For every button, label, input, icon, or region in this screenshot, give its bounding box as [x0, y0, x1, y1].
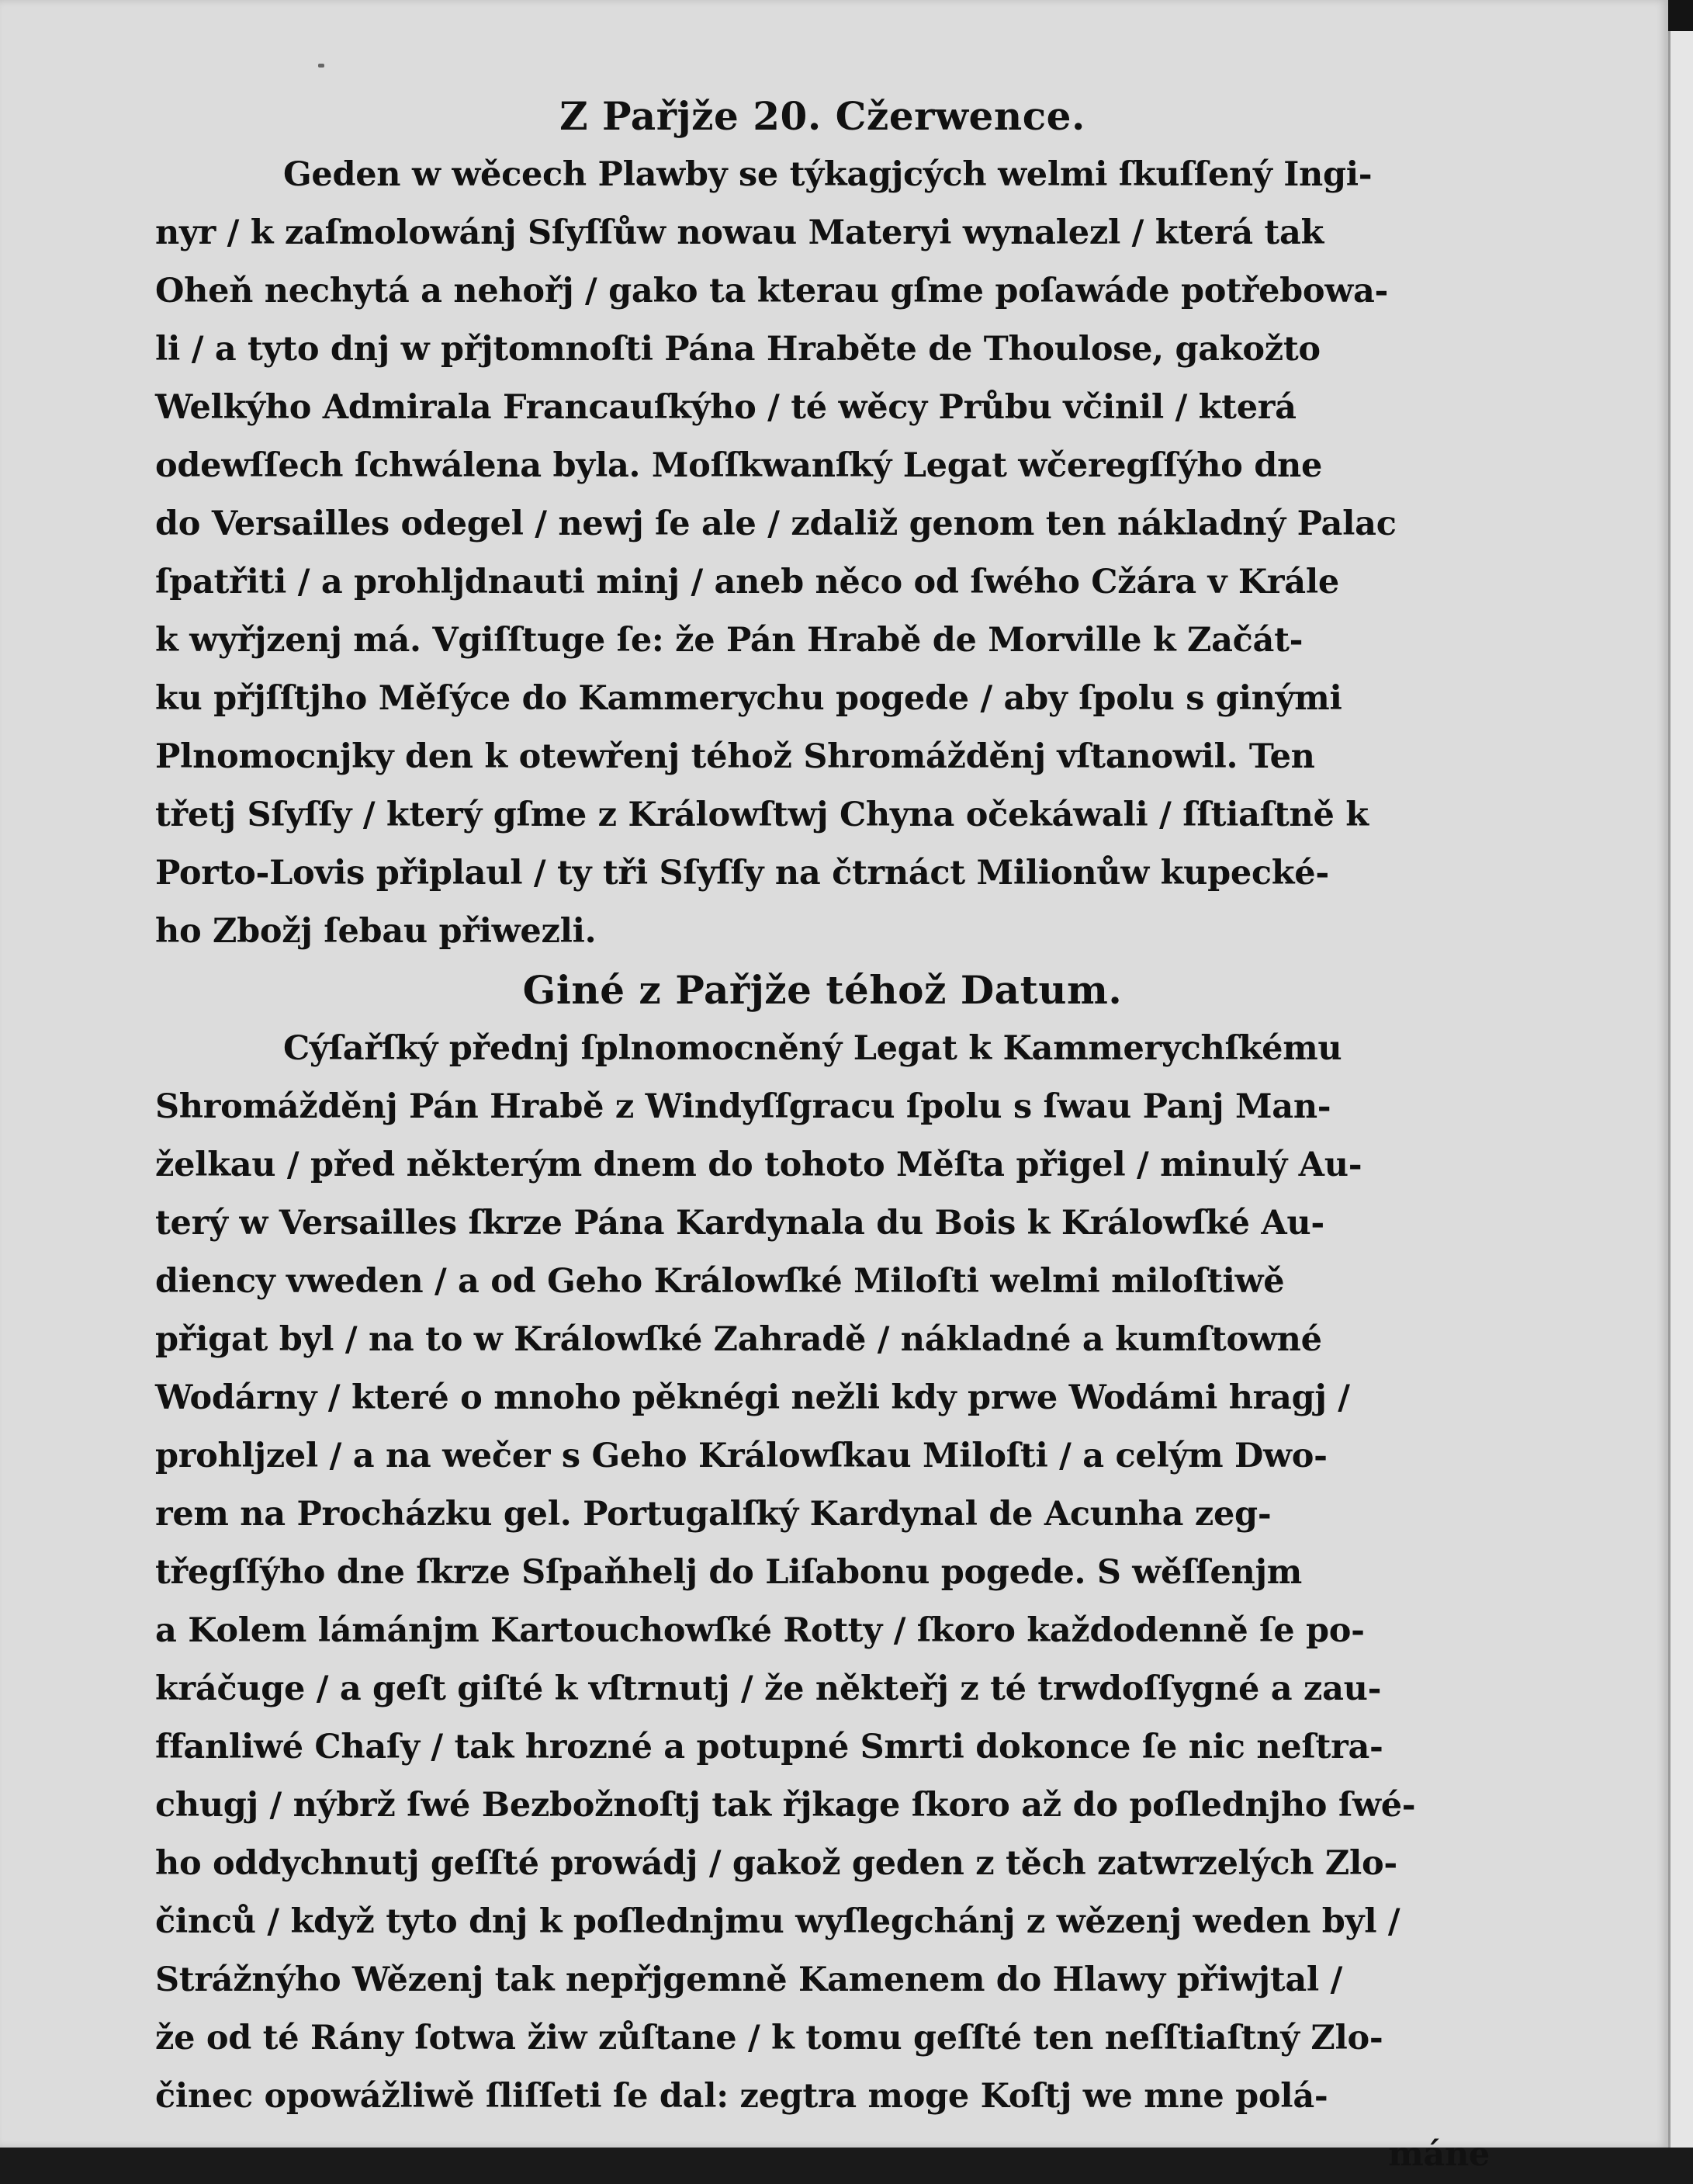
text-line: že od té Rány ſotwa žiw zůſtane / k tomu geſſté ten neſſtiaſtný Zlo-	[155, 2019, 1383, 2057]
catchword: máne	[1388, 2135, 1490, 2174]
text-line: Porto-Lovis připlaul / ty tři Sſyſſy na čtrnáct Milionůw kupecké-	[155, 854, 1329, 893]
text-line: k wyřjzenj má. Vgiſſtuge ſe: že Pán Hrabě de Morville k Začát-	[155, 621, 1304, 660]
text-line: li / a tyto dnj w přjtomnoſti Pána Hraběte de Thoulose, gakožto	[155, 330, 1321, 369]
text-line: Shromážděnj Pán Hrabě z Windyſſgracu ſpolu s ſwau Panj Man-	[155, 1087, 1331, 1126]
text-line: činců / když tyto dnj k poſlednjmu wyſlegchánj z wězenj weden byl /	[155, 1902, 1400, 1941]
text-line: prohljzel / a na wečer s Geho Králowſkau Miloſti / a celým Dwo-	[155, 1437, 1328, 1475]
text-line: odewſſech ſchwálena byla. Moſſkwanſký Legat wčeregſſýho dne	[155, 446, 1323, 485]
text-line: kráčuge / a geſt giſté k vſtrnutj / že někteřj z té trwdoſſygné a zau-	[155, 1669, 1382, 1708]
text-line: třetj Sſyſſy / který gſme z Králowſtwj Chyna očekáwali / ſſtiaſtně k	[155, 796, 1369, 834]
text-line: ho oddychnutj geſſté prowádj / gakož geden z těch zatwrzelých Zlo-	[155, 1844, 1397, 1883]
text-line: Strážnýho Wězenj tak nepřjgemně Kamenem do Hlawy přiwjtal /	[155, 1960, 1342, 1999]
text-line: diency vweden / a od Geho Králowſké Miloſti welmi miloſtiwě	[155, 1262, 1285, 1301]
text-line: ku přjſſtjho Měſýce do Kammerychu pogede / aby ſpolu s ginými	[155, 679, 1342, 718]
text-line: Plnomocnjky den k otewřenj téhož Shromážděnj vſtanowil. Ten	[155, 737, 1315, 776]
text-line: do Versailles odegel / newj ſe ale / zdaliž genom ten nákladný Palac	[155, 504, 1397, 543]
text-line: Oheň nechytá a nehořj / gako ta kterau gſme poſawáde potřebowa-	[155, 272, 1389, 310]
text-line: ſpatřiti / a prohljdnauti minj / aneb něco od ſwého Cžára v Krále	[155, 563, 1339, 601]
text-line: a Kolem lámánjm Kartouchowſké Rotty / ſkoro každodenně ſe po-	[155, 1611, 1365, 1650]
text-line: přigat byl / na to w Králowſké Zahradě / nákladné a kumſtowné	[155, 1320, 1322, 1359]
section-subheading: Giné z Pařjže téhož Datum.	[522, 967, 1123, 1013]
text-line: želkau / před některým dnem do tohoto Měſta přigel / minulý Au-	[155, 1146, 1362, 1184]
text-line: třegſſýho dne ſkrze Sſpaňhelj do Liſabonu pogede. S wěſſenjm	[155, 1553, 1302, 1592]
section-paris-same-date	[155, 1020, 1490, 2126]
text-line: Wodárny / které o mnoho pěknégi nežli kdy prwe Wodámi hragj /	[155, 1378, 1350, 1417]
text-line: Cýſařſký přednj ſplnomocněný Legat k Kammerychſkému	[283, 1029, 1342, 1068]
text-line: nyr / k zaſmolowánj Sſyſſůw nowau Materyi wynalezl / která tak	[155, 213, 1324, 252]
text-line: rem na Procházku gel. Portugalſký Kardynal de Acunha zeg-	[155, 1495, 1272, 1534]
text-line: činec opowážliwě ſliſſeti ſe dal: zegtra moge Koſtj we mne polá-	[155, 2077, 1328, 2116]
text-line: Welkýho Admirala Francauſkýho / té wěcy Průbu včinil / která	[155, 388, 1297, 427]
text-line: ffanliwé Chaſy / tak hrozné a potupné Smrti dokonce ſe nic neſtra-	[155, 1728, 1383, 1766]
text-line: Geden w wěcech Plawby se týkagjcých welmi ſkuſſený Ingi-	[283, 155, 1373, 194]
section-paris-20-july	[155, 146, 1490, 961]
text-line: ho Zbožj ſebau přiwezli.	[155, 912, 597, 951]
text-line: chugj / nýbrž ſwé Bezbožnoſtj tak řjkage ſkoro až do poſlednjho ſwé-	[155, 1786, 1416, 1825]
text-block	[155, 87, 1490, 2184]
ink-speck	[318, 64, 324, 68]
next-page-edge	[1668, 31, 1693, 2148]
text-line: terý w Versailles ſkrze Pána Kardynala du Bois k Králowſké Au-	[155, 1204, 1324, 1243]
article-heading: Z Pařjže 20. Cžerwence.	[559, 93, 1085, 139]
